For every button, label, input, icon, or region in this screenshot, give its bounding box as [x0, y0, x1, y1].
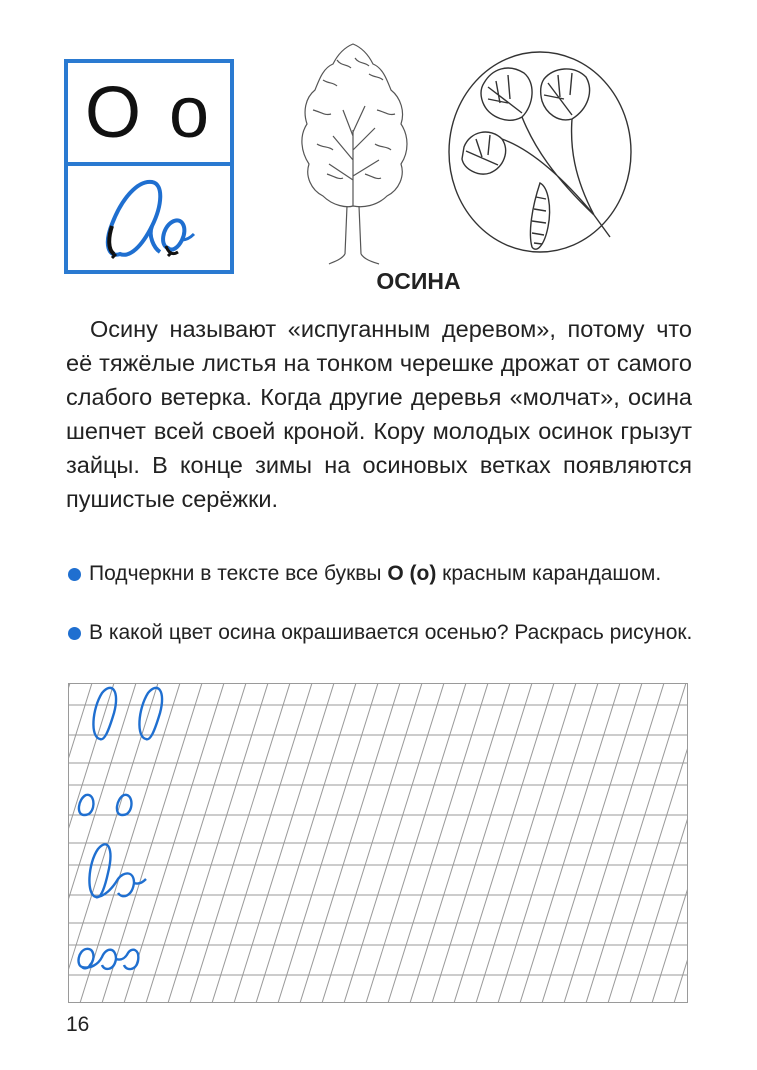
task-item-color [68, 618, 696, 648]
page-title: ОСИНА [376, 268, 461, 294]
handwriting-grid[interactable] [68, 683, 688, 1008]
bullet-icon [68, 568, 81, 581]
print-letters: О о [68, 63, 230, 166]
script-letters [68, 166, 230, 270]
bullet-icon [68, 627, 81, 640]
page-number: 16 [66, 1013, 90, 1036]
task-text-bold: О (о) [387, 562, 437, 585]
task-text-before: Подчеркни в тексте все буквы [89, 562, 388, 585]
practice-lines [68, 683, 688, 1003]
task-text: В какой цвет осина окрашивается осенью? Раскрась рисунок. [89, 621, 693, 644]
script-letter-o-icon [68, 166, 230, 266]
task-text-after: красным карандашом. [436, 562, 662, 585]
letter-card [64, 59, 234, 274]
task-item-underline [68, 559, 696, 589]
aspen-tree-icon [293, 40, 413, 270]
story-paragraph: Осину называют «испуганным деревом», потому что её тяжёлые листья на тонком черешке дрожат от самого слабого ветерка. Когда другие деревья «молчат», осина шепчет всей своей кроной. Кору молодых осинок грызут зайцы. В конце зимы на осиновых ветках появляются пушистые серёжки. [66, 316, 692, 512]
aspen-leaves-icon [444, 47, 639, 267]
